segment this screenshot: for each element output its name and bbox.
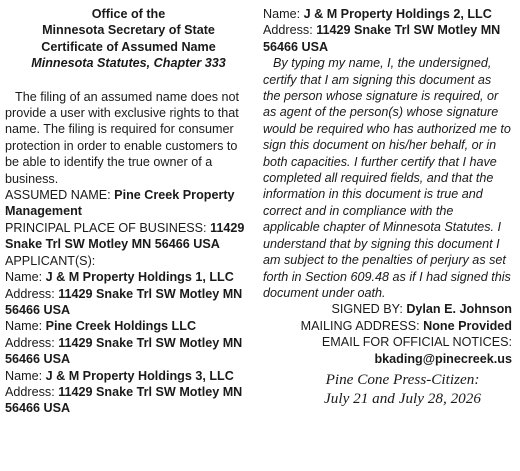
assumed-name-value: Pine Creek Property Management	[5, 188, 235, 219]
email-value: bkading@pinecreek.us	[374, 351, 512, 366]
signed-by-value: Dylan E. Johnson	[406, 302, 512, 317]
applicant-address-label: Address:	[5, 286, 55, 301]
assumed-name	[5, 187, 252, 220]
applicant-address: 11429 Snake Trl SW Motley MN 56466 USA	[263, 23, 501, 54]
right-column	[263, 6, 512, 408]
certification-statement: By typing my name, I, the undersigned, certify that I am signing this document as the person whose signature is required, or as agent of the person(s) whose signature would be required who has authorized me to sign this document on his/her behalf, or in both capacities. I further certify that I have completed all required fields, and that the information in this document is true and correct and in compliance with the applicable chapter of Minnesota Statutes. I understand that by signing this document I am subject to the penalties of perjury as set forth in Section 609.48 as if I had signed this document under oath.	[263, 56, 511, 300]
applicant-address-label: Address:	[5, 335, 55, 350]
applicant-entry	[5, 269, 252, 318]
applicant-address: 11429 Snake Trl SW Motley MN 56466 USA	[5, 286, 243, 317]
applicant-name-label: Name:	[5, 368, 43, 383]
header-department: Minnesota Secretary of State	[42, 23, 215, 38]
applicant-name: J & M Property Holdings 1, LLC	[45, 270, 234, 285]
applicant-entry	[263, 6, 512, 55]
header-statute: Minnesota Statutes, Chapter 333	[31, 56, 226, 71]
signed-by	[263, 301, 512, 317]
email-label: EMAIL FOR OFFICIAL NOTICES:	[321, 335, 512, 350]
signed-by-label: SIGNED BY:	[331, 302, 403, 317]
applicant-entry	[5, 368, 252, 417]
publication-paper: Pine Cone Press-Citizen:	[325, 370, 480, 388]
applicant-name: Pine Creek Holdings LLC	[45, 319, 197, 334]
left-column	[5, 6, 252, 417]
principal-place-value: 11429 Snake Trl SW Motley MN 56466 USA	[5, 220, 245, 252]
applicant-address: 11429 Snake Trl SW Motley MN 56466 USA	[5, 335, 243, 367]
applicant-address-label: Address:	[263, 23, 313, 38]
notice-paragraph: The filing of an assumed name does not provide a user with exclusive rights to that name. The filing is required for consumer protection in order to enable customers to be able to identify the true owner of a business.	[5, 89, 240, 186]
applicant-name-label: Name:	[263, 7, 301, 21]
publication-dates: July 21 and July 28, 2026	[324, 389, 481, 407]
mailing-address-value: None Provided	[423, 318, 512, 333]
publication-info	[293, 370, 512, 408]
principal-place-label: PRINCIPAL PLACE OF BUSINESS:	[5, 220, 207, 235]
mailing-address	[263, 318, 512, 334]
applicant-entry	[5, 318, 252, 367]
principal-place	[5, 220, 252, 253]
applicant-address-label: Address:	[5, 384, 55, 399]
header-certificate: Certificate of Assumed Name	[41, 39, 216, 54]
applicant-name: J & M Property Holdings 3, LLC	[45, 368, 234, 383]
applicant-name-label: Name:	[5, 319, 43, 334]
applicant-name-label: Name:	[5, 270, 43, 285]
applicant-name: J & M Property Holdings 2, LLC	[303, 7, 492, 21]
applicants-label: APPLICANT(S):	[5, 253, 96, 268]
notice-header	[5, 6, 252, 72]
header-office: Office of the	[91, 7, 166, 21]
applicant-address: 11429 Snake Trl SW Motley MN 56466 USA	[5, 384, 243, 416]
mailing-address-label: MAILING ADDRESS:	[300, 318, 420, 333]
assumed-name-label: ASSUMED NAME:	[5, 188, 111, 203]
